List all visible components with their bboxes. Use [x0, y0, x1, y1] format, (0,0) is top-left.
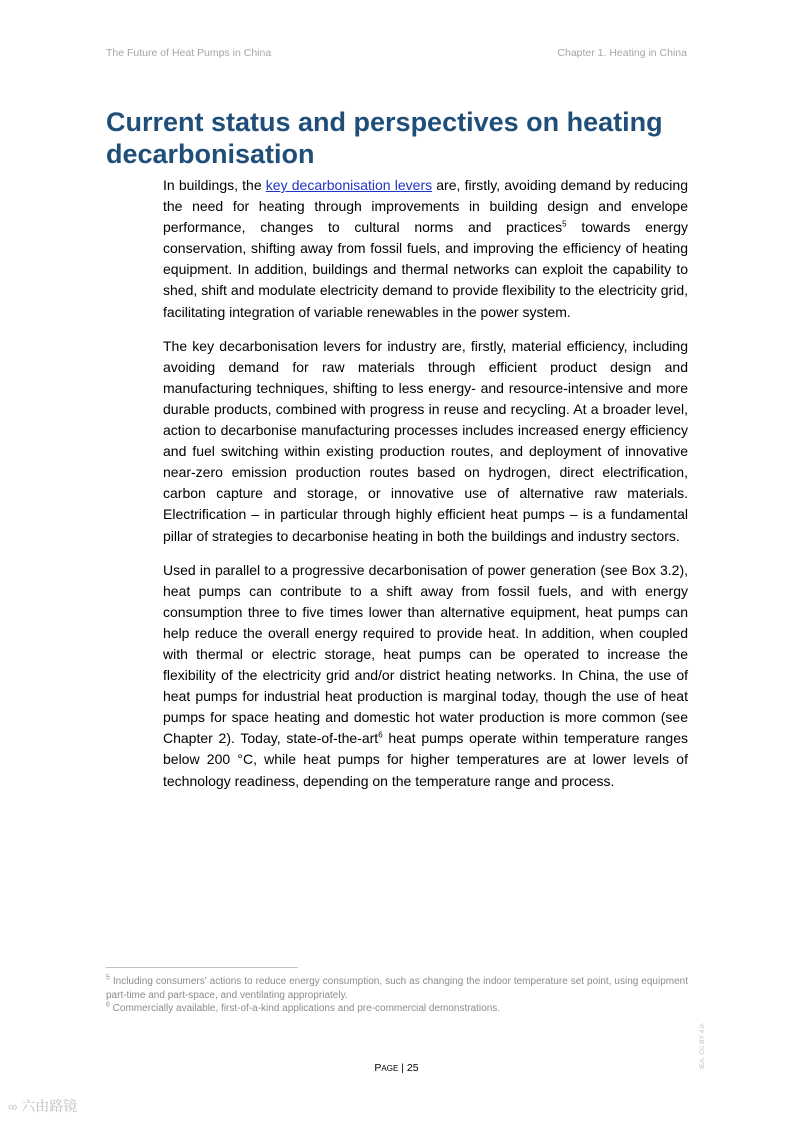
paragraph-3: Used in parallel to a progressive decarbonisation of power generation (see Box 3.2), heat pumps can contribute to a shift away from fossil fuels, and with energy consumption three to five times lower than alternative equipment, heat pumps can help reduce the overall energy required to provide heat. In addition, when coupled with thermal or electric storage, heat pumps can be operated to increase the flexibility of the electricity grid and/or district heating networks. In China, the use of heat pumps for industrial heat production is marginal today, though the use of heat pumps for space heating and domestic hot water production is more common (see Chapter 2). Today, state-of-the-art$^6$ heat pumps operate within temperature ranges below 200 °C, while heat pumps for higher temperatures are at lower levels of technology readiness, depending on the temperature range and process. [163, 561, 688, 789]
section-title: Current status and perspectives on heating decarbonisation [106, 107, 663, 169]
license-notice: IEA. CC BY 4.0. [699, 1022, 706, 1070]
paragraph-1: In buildings, the key decarbonisation levers are, firstly, avoiding demand by reducing the need for heating through improvements in building design and envelope performance, changes to cultural norms and practices$^5$ towards energy conservation, shifting away from fossil fuels, and improving the efficiency of heating equipment. In addition, buildings and thermal networks can exploit the capability to shed, shift and modulate electricity demand to provide flexibility to the electricity grid, facilitating integration of variable renewables in the power system. [163, 177, 688, 320]
footnote-6: $^6$ Commercially available, first-of-a-kind applications and pre-commercial demonstrations. [106, 1001, 501, 1014]
footnote-ref-6[interactable]: 6 [378, 730, 383, 740]
running-header-title: The Future of Heat Pumps in China [106, 47, 272, 59]
footnote-ref-5[interactable]: 5 [562, 219, 567, 229]
watermark: ∞ 六由路镜 [8, 1098, 78, 1114]
key-decarbonisation-levers-link[interactable]: key decarbonisation levers [265, 177, 433, 193]
footnote-divider [106, 967, 298, 968]
page-number: PAGE | 25 [374, 1062, 419, 1074]
running-header-chapter: Chapter 1. Heating in China [557, 47, 687, 59]
footnote-5: $^5$ Including consumers' actions to reduce energy consumption, such as changing the indoor temperature set point, using equipment part-time and part-space, and ventilating appropriately. [106, 974, 688, 1001]
body-text [163, 175, 688, 805]
paragraph-2: The key decarbonisation levers for industry are, firstly, material efficiency, including avoiding demand for raw materials through efficient product design and manufacturing techniques, shifting to less energy- and resource-intensive and more durable products, combined with progress in reuse and recycling. At a broader level, action to decarbonise manufacturing processes includes increased energy efficiency and fuel switching within existing production routes, and deployment of innovative near-zero emission production routes based on hydrogen, direct electrification, carbon capture and storage, or innovative use of alternative raw materials. Electrification – in particular through highly efficient heat pumps – is a fundamental pillar of strategies to decarbonise heating in both the buildings and industry sectors. [163, 337, 688, 544]
footnotes [106, 975, 688, 1016]
loop-logo-icon: ∞ [8, 1098, 18, 1114]
